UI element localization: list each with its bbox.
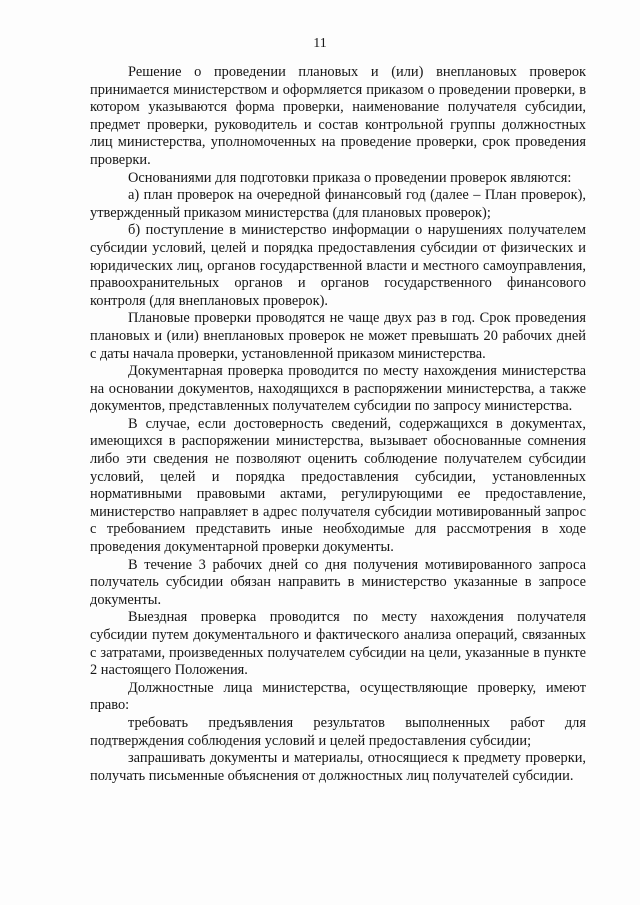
paragraph-grounds-intro: Основаниями для подготовки приказа о проведении проверок являются: — [128, 169, 572, 186]
paragraph-right-documents: запрашивать документы и материалы, относящиеся к предмету проверки, получать письменные объяснения от должностных лиц получателей субсидии. — [90, 750, 586, 784]
paragraph-ground-a: а) план проверок на очередной финансовый год (далее – План проверок), утвержденный приказом министерства (для плановых проверок); — [90, 187, 586, 221]
paragraph-field-inspection: Выездная проверка проводится по месту нахождения получателя субсидии путем документального и фактического анализа операций, связанных с затратами, произведенных получателем субсидии на цели, указанные в пункте 2 настоящего Положения. — [90, 609, 586, 679]
paragraph-officials-rights: Должностные лица министерства, осуществляющие проверку, имеют право: — [90, 679, 586, 714]
paragraph-scheduled-inspections: Плановые проверки проводятся не чаще двух раз в год. Срок проведения плановых и (или) внеплановых проверок не может превышать 20 рабочих дней с даты начала проверки, установленной приказом министерства. — [90, 310, 586, 362]
document-body — [90, 64, 586, 785]
paragraph-documentary-inspection: Документарная проверка проводится по месту нахождения министерства на основании документов, находящихся в распоряжении министерства, а также документов, представленных получателем субсидии по запросу министерства. — [90, 363, 586, 415]
paragraph-ground-b: б) поступление в министерство информации о нарушениях получателем субсидии условий, целей и порядка предоставления субсидии от физических и юридических лиц, органов государственной власти и местного самоуправления, правоохранительных органов и органов государственного финансового контроля (для внеплановых проверок). — [90, 222, 586, 309]
paragraph-reasoned-request: В случае, если достоверность сведений, содержащихся в документах, имеющихся в распоряжении министерства, вызывает обоснованные сомнения либо эти сведения не позволяют оценить соблюдение получателем субсидии условий, целей и порядка предоставления субсидии, установленных нормативными правовыми актами, регулирующими ее предоставление, министерство направляет в адрес получателя субсидии мотивированный запрос с требованием представить иные необходимые для рассмотрения в ходе проведения документарной проверки документы. — [90, 415, 586, 556]
paragraph-response-deadline: В течение 3 рабочих дней со дня получения мотивированного запроса получатель субсидии обязан направить в министерство указанные в запросе документы. — [90, 556, 586, 608]
paragraph-right-results: требовать предъявления результатов выполненных работ для подтверждения соблюдения условий и целей предоставления субсидии; — [90, 714, 586, 749]
page-number: 11 — [313, 36, 327, 51]
paragraph-inspection-decision: Решение о проведении плановых и (или) внеплановых проверок принимается министерством и оформляется приказом о проведении проверки, в котором указываются форма проверки, наименование получателя субсидии, предмет проверки, руководитель и состав контрольной группы должностных лиц министерства, уполномоченных на проведение проверки, срок проведения проверки. — [90, 64, 586, 168]
